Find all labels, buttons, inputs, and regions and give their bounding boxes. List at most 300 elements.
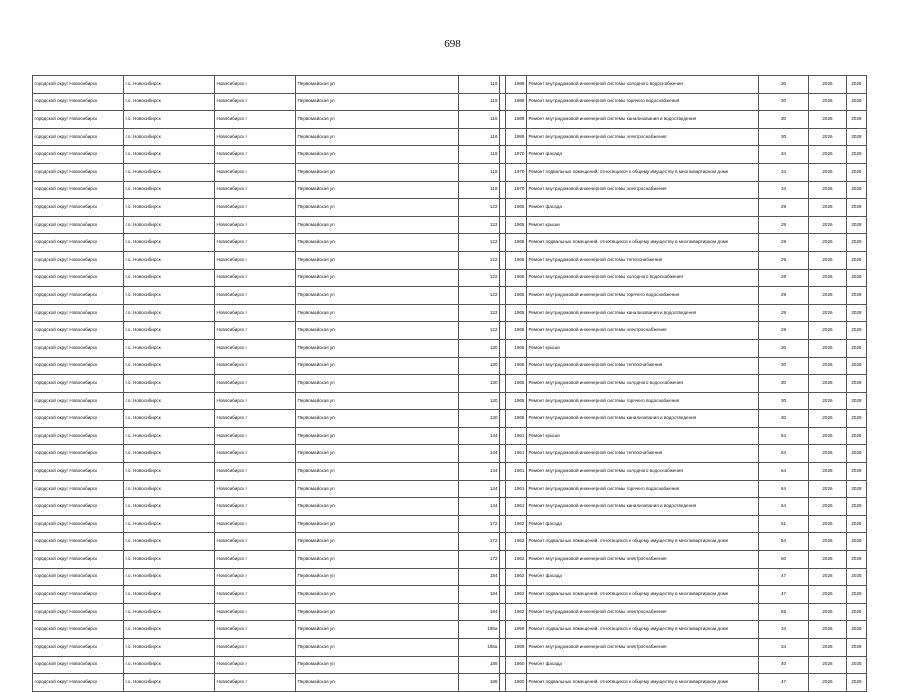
start-year-cell <box>809 128 847 146</box>
start-year-cell <box>809 674 847 692</box>
end-year-cell-text: 2028 <box>851 591 862 597</box>
district-cell <box>124 568 215 586</box>
street-cell <box>296 603 459 621</box>
end-year-cell-text: 2028 <box>851 80 862 86</box>
end-year-cell-text: 2028 <box>851 467 862 473</box>
end-year-cell <box>847 322 867 340</box>
dash-value-cell <box>759 304 809 322</box>
work-type-cell <box>527 463 759 481</box>
start-year-cell-text: 2026 <box>822 485 833 491</box>
street-cell <box>296 498 459 516</box>
street-cell <box>296 251 459 269</box>
dash-value-cell <box>759 463 809 481</box>
start-year-cell <box>809 76 847 94</box>
street-cell <box>296 621 459 639</box>
start-year-cell <box>809 603 847 621</box>
end-year-cell-text: 2028 <box>851 485 862 491</box>
locality-cell-text: Новосибирск г <box>216 327 248 333</box>
district-cell <box>124 199 215 217</box>
municipality-cell <box>33 586 124 604</box>
house-number-cell <box>459 463 500 481</box>
work-type-cell-text: Ремонт внутридомовой инженерной системы канализования и водоотведения <box>528 503 697 509</box>
district-cell <box>124 339 215 357</box>
work-type-cell <box>527 287 759 305</box>
work-type-cell <box>527 480 759 498</box>
locality-cell <box>215 463 296 481</box>
value-text: 47 <box>780 573 787 579</box>
work-type-cell-text: Ремонт внутридомовой инженерной системы холодного водоснабжения <box>528 379 683 385</box>
street-cell <box>296 392 459 410</box>
end-year-cell <box>847 304 867 322</box>
locality-cell <box>215 427 296 445</box>
municipality-cell <box>33 656 124 674</box>
work-type-cell <box>527 163 759 181</box>
dash-value-cell <box>759 603 809 621</box>
work-type-cell-text: Ремонт внутридомовой инженерной системы канализования и водоотведения <box>528 116 697 122</box>
locality-cell-text: Новосибирск г <box>216 679 248 685</box>
street-cell <box>296 339 459 357</box>
street-cell <box>296 163 459 181</box>
table-row <box>33 674 867 692</box>
street-cell-text: Первомайская ул <box>297 239 335 245</box>
start-year-cell-text: 2026 <box>822 133 833 139</box>
end-year-cell <box>847 234 867 252</box>
municipality-cell <box>33 410 124 428</box>
work-type-cell-text: Ремонт внутридомовой инженерной системы канализования и водоотведения <box>528 415 697 421</box>
district-cell <box>124 93 215 111</box>
street-cell <box>296 357 459 375</box>
locality-cell <box>215 234 296 252</box>
municipality-cell <box>33 357 124 375</box>
end-year-cell <box>847 146 867 164</box>
locality-cell <box>215 287 296 305</box>
municipality-cell-text: городской округ Новосибирск <box>34 274 98 280</box>
street-cell <box>296 445 459 463</box>
work-type-cell <box>527 76 759 94</box>
house-number-cell <box>459 146 500 164</box>
dash-value-cell <box>759 357 809 375</box>
municipality-cell <box>33 216 124 234</box>
value-text: 51 <box>780 520 787 526</box>
value-text: 30 <box>780 116 787 122</box>
street-cell-text: Первомайская ул <box>297 397 335 403</box>
start-year-cell <box>809 199 847 217</box>
end-year-cell <box>847 533 867 551</box>
district-cell-text: г.о. Новосибирск <box>125 291 161 297</box>
house-number-cell-text: 172 <box>489 555 498 561</box>
district-cell-text: г.о. Новосибирск <box>125 116 161 122</box>
work-type-cell <box>527 128 759 146</box>
value-text: 30 <box>780 133 787 139</box>
work-type-cell-text: Ремонт внутридомовой инженерной системы холодного водоснабжения <box>528 467 683 473</box>
year-built-cell <box>506 515 527 533</box>
street-cell-text: Первомайская ул <box>297 116 335 122</box>
start-year-cell-text: 2026 <box>822 679 833 685</box>
year-built-cell-text: 1962 <box>514 555 525 561</box>
municipality-cell-text: городской округ Новосибирск <box>34 344 98 350</box>
value-text: 29 <box>780 327 787 333</box>
street-cell-text: Первомайская ул <box>297 379 335 385</box>
municipality-cell-text: городской округ Новосибирск <box>34 309 98 315</box>
street-cell <box>296 427 459 445</box>
table-row <box>33 251 867 269</box>
district-cell-text: г.о. Новосибирск <box>125 573 161 579</box>
locality-cell-text: Новосибирск г <box>216 467 248 473</box>
year-built-cell <box>506 111 527 129</box>
locality-cell <box>215 639 296 657</box>
house-number-cell-text: 130 <box>489 397 498 403</box>
locality-cell <box>215 216 296 234</box>
house-number-cell <box>459 656 500 674</box>
table-row <box>33 339 867 357</box>
locality-cell-text: Новосибирск г <box>216 591 248 597</box>
end-year-cell <box>847 427 867 445</box>
work-type-cell-text: Ремонт фасада <box>528 151 562 157</box>
municipality-cell-text: городской округ Новосибирск <box>34 432 98 438</box>
start-year-cell-text: 2026 <box>822 415 833 421</box>
value-text: 34 <box>780 151 787 157</box>
year-built-cell-text: 1965 <box>514 239 525 245</box>
district-cell-text: г.о. Новосибирск <box>125 467 161 473</box>
locality-cell-text: Новосибирск г <box>216 503 248 509</box>
start-year-cell-text: 2026 <box>822 291 833 297</box>
year-built-cell-text: 1965 <box>514 362 525 368</box>
table-row <box>33 199 867 217</box>
house-number-cell <box>459 427 500 445</box>
value-text: 29 <box>780 291 787 297</box>
work-type-cell-text: Ремонт подвальных помещений, относящихся к общему имуществу в многоквартирном доме <box>528 679 729 685</box>
municipality-cell-text: городской округ Новосибирск <box>34 239 98 245</box>
value-text: 47 <box>780 679 787 685</box>
municipality-cell <box>33 181 124 199</box>
start-year-cell <box>809 146 847 164</box>
table-row <box>33 533 867 551</box>
house-number-cell-text: 184 <box>489 591 498 597</box>
table-row <box>33 357 867 375</box>
page-number: 698 <box>444 38 461 50</box>
year-built-cell-text: 1970 <box>514 186 525 192</box>
locality-cell <box>215 498 296 516</box>
work-type-cell-text: Ремонт внутридомовой инженерной системы электроснабжения <box>528 608 667 614</box>
district-cell <box>124 586 215 604</box>
locality-cell <box>215 199 296 217</box>
year-built-cell <box>506 674 527 692</box>
municipality-cell <box>33 463 124 481</box>
locality-cell <box>215 375 296 393</box>
district-cell <box>124 533 215 551</box>
house-number-cell <box>459 445 500 463</box>
start-year-cell <box>809 234 847 252</box>
house-number-cell <box>459 621 500 639</box>
house-number-cell <box>459 199 500 217</box>
start-year-cell <box>809 163 847 181</box>
year-built-cell <box>506 533 527 551</box>
year-built-cell-text: 1959 <box>514 643 525 649</box>
year-built-cell <box>506 586 527 604</box>
start-year-cell-text: 2026 <box>822 168 833 174</box>
municipality-cell <box>33 269 124 287</box>
dash-value-cell <box>759 568 809 586</box>
dash-value-cell <box>759 392 809 410</box>
district-cell <box>124 656 215 674</box>
start-year-cell-text: 2026 <box>822 204 833 209</box>
value-text: 64 <box>780 503 787 509</box>
house-number-cell <box>459 357 500 375</box>
district-cell-text: г.о. Новосибирск <box>125 397 161 403</box>
year-built-cell <box>506 251 527 269</box>
start-year-cell-text: 2026 <box>822 116 833 122</box>
municipality-cell <box>33 427 124 445</box>
start-year-cell <box>809 498 847 516</box>
district-cell-text: г.о. Новосибирск <box>125 344 161 350</box>
street-cell <box>296 199 459 217</box>
start-year-cell-text: 2026 <box>822 573 833 579</box>
street-cell-text: Первомайская ул <box>297 591 335 597</box>
work-type-cell <box>527 674 759 692</box>
value-text: 29 <box>780 274 787 280</box>
end-year-cell <box>847 568 867 586</box>
locality-cell <box>215 181 296 199</box>
work-type-cell-text: Ремонт подвальных помещений, относящихся к общему имуществу в многоквартирном доме <box>528 626 729 632</box>
year-built-cell-text: 1965 <box>514 309 525 315</box>
end-year-cell-text: 2028 <box>851 133 862 139</box>
street-cell-text: Первомайская ул <box>297 555 335 561</box>
locality-cell <box>215 603 296 621</box>
end-year-cell-text: 2028 <box>851 679 862 685</box>
table-row <box>33 551 867 569</box>
district-cell-text: г.о. Новосибирск <box>125 98 161 104</box>
value-text: 47 <box>780 591 787 597</box>
end-year-cell <box>847 621 867 639</box>
value-text: 30 <box>780 98 787 104</box>
end-year-cell <box>847 111 867 129</box>
street-cell-text: Первомайская ул <box>297 679 335 685</box>
year-built-cell-text: 1965 <box>514 291 525 297</box>
start-year-cell-text: 2026 <box>822 80 833 86</box>
municipality-cell-text: городской округ Новосибирск <box>34 485 98 491</box>
municipality-cell <box>33 392 124 410</box>
street-cell <box>296 76 459 94</box>
start-year-cell <box>809 586 847 604</box>
district-cell <box>124 216 215 234</box>
end-year-cell <box>847 463 867 481</box>
street-cell <box>296 322 459 340</box>
municipality-cell <box>33 639 124 657</box>
street-cell-text: Первомайская ул <box>297 538 335 544</box>
year-built-cell-text: 1962 <box>514 573 525 579</box>
locality-cell-text: Новосибирск г <box>216 151 248 157</box>
end-year-cell <box>847 410 867 428</box>
year-built-cell <box>506 163 527 181</box>
work-type-cell-text: Ремонт внутридомовой инженерной системы электроснабжения <box>528 186 667 192</box>
dash-value-cell <box>759 111 809 129</box>
table-row <box>33 568 867 586</box>
district-cell <box>124 621 215 639</box>
municipality-cell <box>33 498 124 516</box>
district-cell <box>124 304 215 322</box>
work-type-cell-text: Ремонт внутридомовой инженерной системы теплоснабжения <box>528 256 663 262</box>
year-built-cell-text: 1989 <box>514 80 525 86</box>
year-built-cell <box>506 375 527 393</box>
dash-value-cell <box>759 339 809 357</box>
year-built-cell-text: 1965 <box>514 327 525 333</box>
district-cell <box>124 480 215 498</box>
house-number-cell <box>459 269 500 287</box>
municipality-cell-text: городской округ Новосибирск <box>34 151 98 157</box>
district-cell <box>124 674 215 692</box>
municipality-cell-text: городской округ Новосибирск <box>34 643 98 649</box>
municipality-cell <box>33 93 124 111</box>
municipality-cell-text: городской округ Новосибирск <box>34 626 98 632</box>
end-year-cell-text: 2028 <box>851 309 862 315</box>
work-type-cell <box>527 375 759 393</box>
dash-value-cell <box>759 445 809 463</box>
end-year-cell-text: 2028 <box>851 204 862 209</box>
work-type-cell-text: Ремонт внутридомовой инженерной системы электроснабжения <box>528 555 667 561</box>
street-cell-text: Первомайская ул <box>297 151 335 157</box>
table-row <box>33 515 867 533</box>
value-text: 30 <box>780 344 787 350</box>
house-number-cell-text: 188 <box>489 679 498 685</box>
table-body <box>33 76 867 692</box>
street-cell <box>296 586 459 604</box>
year-built-cell <box>506 568 527 586</box>
start-year-cell-text: 2026 <box>822 450 833 456</box>
year-built-cell <box>506 339 527 357</box>
start-year-cell <box>809 656 847 674</box>
value-text: 64 <box>780 450 787 456</box>
house-number-cell <box>459 586 500 604</box>
start-year-cell <box>809 216 847 234</box>
start-year-cell <box>809 251 847 269</box>
municipality-cell-text: городской округ Новосибирск <box>34 379 98 385</box>
work-type-cell <box>527 427 759 445</box>
house-number-cell <box>459 568 500 586</box>
value-text: 34 <box>780 168 787 174</box>
house-number-cell <box>459 287 500 305</box>
district-cell <box>124 234 215 252</box>
year-built-cell <box>506 93 527 111</box>
year-built-cell-text: 1961 <box>514 432 525 438</box>
value-text: 34 <box>780 186 787 192</box>
street-cell <box>296 146 459 164</box>
year-built-cell-text: 1965 <box>514 397 525 403</box>
locality-cell <box>215 410 296 428</box>
table-row <box>33 603 867 621</box>
locality-cell <box>215 480 296 498</box>
street-cell-text: Первомайская ул <box>297 643 335 649</box>
work-type-cell-text: Ремонт подвальных помещений, относящихся к общему имуществу в многоквартирном доме <box>528 239 729 245</box>
locality-cell-text: Новосибирск г <box>216 291 248 297</box>
table-row <box>33 639 867 657</box>
district-cell <box>124 128 215 146</box>
start-year-cell <box>809 410 847 428</box>
start-year-cell <box>809 445 847 463</box>
table-row <box>33 498 867 516</box>
house-number-cell-text: 116 <box>490 133 498 139</box>
district-cell-text: г.о. Новосибирск <box>125 168 161 174</box>
house-number-cell-text: 116 <box>490 116 498 122</box>
end-year-cell <box>847 656 867 674</box>
value-text: 54 <box>780 538 787 544</box>
district-cell-text: г.о. Новосибирск <box>125 591 161 597</box>
municipality-cell <box>33 111 124 129</box>
table-row <box>33 322 867 340</box>
street-cell <box>296 533 459 551</box>
locality-cell-text: Новосибирск г <box>216 168 248 174</box>
value-text: 29 <box>780 309 787 315</box>
year-built-cell <box>506 234 527 252</box>
work-type-cell-text: Ремонт фасада <box>528 204 562 209</box>
start-year-cell <box>809 533 847 551</box>
street-cell <box>296 128 459 146</box>
house-number-cell <box>459 163 500 181</box>
district-cell-text: г.о. Новосибирск <box>125 643 161 649</box>
locality-cell-text: Новосибирск г <box>216 186 248 192</box>
street-cell-text: Первомайская ул <box>297 274 335 280</box>
work-type-cell-text: Ремонт внутридомовой инженерной системы канализования и водоотведения <box>528 309 697 315</box>
municipality-cell <box>33 674 124 692</box>
value-text: 64 <box>780 432 787 438</box>
end-year-cell <box>847 357 867 375</box>
house-number-cell-text: 172 <box>489 538 498 544</box>
locality-cell-text: Новосибирск г <box>216 362 248 368</box>
start-year-cell-text: 2026 <box>822 608 833 614</box>
table-row <box>33 287 867 305</box>
work-type-cell <box>527 410 759 428</box>
year-built-cell-text: 1961 <box>514 503 525 509</box>
locality-cell-text: Новосибирск г <box>216 485 248 491</box>
house-number-cell-text: 116 <box>490 80 498 86</box>
municipality-cell <box>33 304 124 322</box>
year-built-cell <box>506 128 527 146</box>
municipality-cell <box>33 445 124 463</box>
locality-cell-text: Новосибирск г <box>216 643 248 649</box>
work-type-cell-text: Ремонт крыши <box>528 221 560 227</box>
work-type-cell-text: Ремонт внутридомовой инженерной системы электроснабжения <box>528 643 667 649</box>
street-cell-text: Первомайская ул <box>297 256 335 262</box>
end-year-cell-text: 2028 <box>851 661 862 667</box>
house-number-cell-text: 116 <box>490 98 498 104</box>
year-built-cell <box>506 656 527 674</box>
year-built-cell <box>506 392 527 410</box>
street-cell-text: Первомайская ул <box>297 503 335 509</box>
year-built-cell <box>506 639 527 657</box>
work-type-cell <box>527 339 759 357</box>
locality-cell <box>215 111 296 129</box>
end-year-cell-text: 2028 <box>851 379 862 385</box>
district-cell <box>124 639 215 657</box>
work-type-cell <box>527 392 759 410</box>
street-cell-text: Первомайская ул <box>297 168 335 174</box>
start-year-cell-text: 2026 <box>822 626 833 632</box>
table-row <box>33 76 867 94</box>
year-built-cell <box>506 480 527 498</box>
table-row <box>33 269 867 287</box>
year-built-cell-text: 1962 <box>514 520 525 526</box>
table-row <box>33 163 867 181</box>
table-row <box>33 181 867 199</box>
municipality-cell <box>33 128 124 146</box>
work-type-cell-text: Ремонт внутридомовой инженерной системы горячего водоснабжения <box>528 98 680 104</box>
start-year-cell <box>809 93 847 111</box>
end-year-cell-text: 2028 <box>851 239 862 245</box>
year-built-cell-text: 1960 <box>514 661 525 667</box>
work-type-cell-text: Ремонт внутридомовой инженерной системы теплоснабжения <box>528 450 663 456</box>
work-type-cell-text: Ремонт фасада <box>528 520 562 526</box>
street-cell-text: Первомайская ул <box>297 204 335 209</box>
street-cell-text: Первомайская ул <box>297 450 335 456</box>
